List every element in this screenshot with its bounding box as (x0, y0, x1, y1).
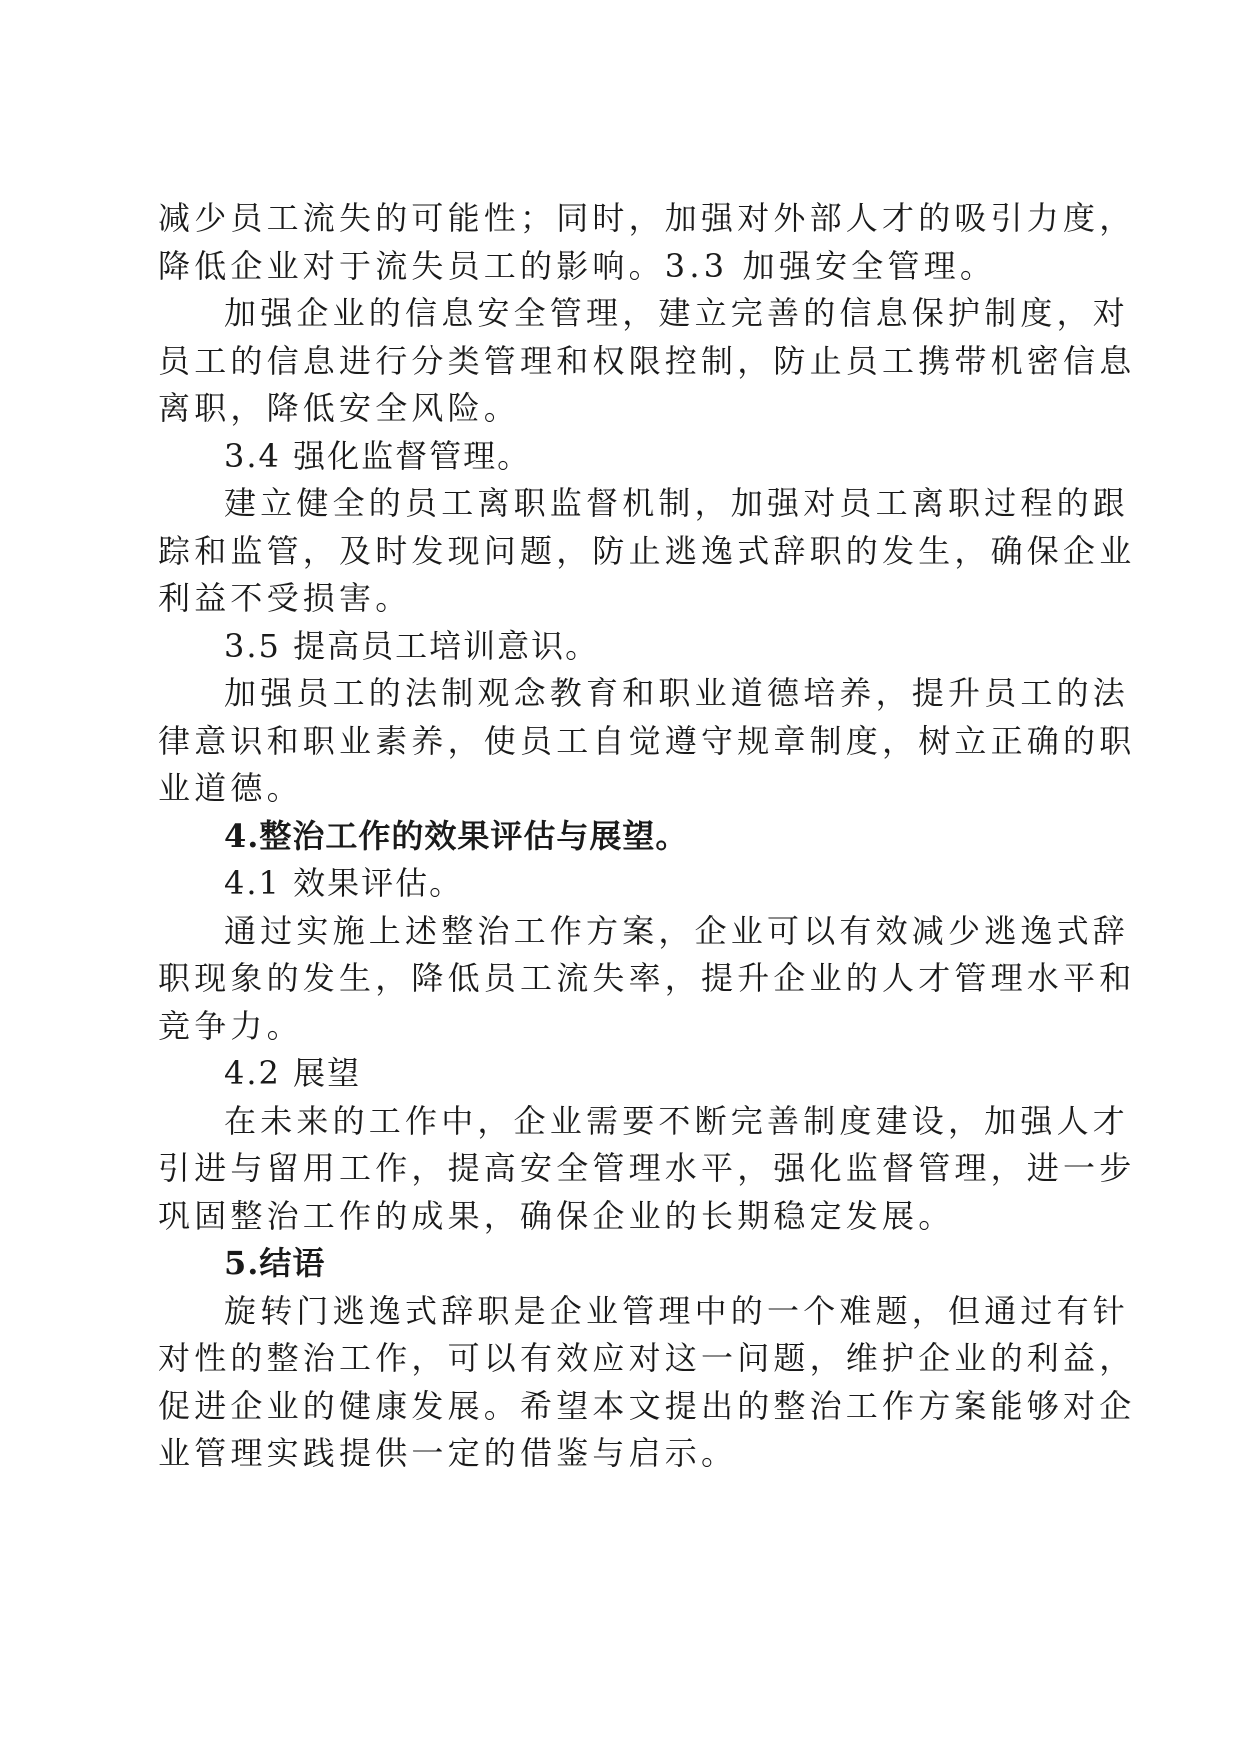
paragraph-line: 加强企业的信息安全管理，建立完善的信息保护制度，对 (224, 294, 1130, 332)
paragraph-line: 旋转门逃逸式辞职是企业管理中的一个难题，但通过有针 (224, 1291, 1130, 1330)
section-heading-4: 4.整治工作的效果评估与展望。 (224, 816, 689, 855)
paragraph-line: 利益不受损害。 (158, 579, 412, 617)
section-heading-4-1: 4.1 效果评估。 (224, 864, 464, 902)
paragraph-line: 员工的信息进行分类管理和权限控制，防止员工携带机密信息 (158, 341, 1136, 380)
paragraph-line: 在未来的工作中，企业需要不断完善制度建设，加强人才 (224, 1101, 1130, 1140)
paragraph-line: 业道德。 (158, 769, 303, 807)
paragraph-line: 引进与留用工作，提高安全管理水平，强化监督管理，进一步 (158, 1149, 1136, 1187)
paragraph-line: 加强员工的法制观念教育和职业道德培养，提升员工的法 (224, 674, 1130, 712)
paragraph-line: 对性的整治工作，可以有效应对这一问题，维护企业的利益， (158, 1339, 1136, 1377)
paragraph-line: 竞争力。 (158, 1006, 303, 1045)
paragraph-line: 律意识和职业素养，使员工自觉遵守规章制度，树立正确的职 (158, 721, 1136, 760)
section-heading-5: 5.结语 (224, 1244, 326, 1282)
paragraph-line: 踪和监管，及时发现问题，防止逃逸式辞职的发生，确保企业 (158, 531, 1136, 570)
paragraph-line: 通过实施上述整治工作方案，企业可以有效减少逃逸式辞 (224, 911, 1130, 950)
paragraph-line: 促进企业的健康发展。希望本文提出的整治工作方案能够对企 (158, 1386, 1136, 1425)
paragraph-line: 建立健全的员工离职监督机制，加强对员工离职过程的跟 (224, 484, 1130, 522)
paragraph-line: 降低企业对于流失员工的影响。3.3 加强安全管理。 (158, 246, 997, 285)
paragraph-line: 业管理实践提供一定的借鉴与启示。 (158, 1434, 738, 1472)
section-heading-3-4: 3.4 强化监督管理。 (224, 436, 532, 475)
paragraph-line: 离职，降低安全风险。 (158, 389, 521, 427)
paragraph-line: 职现象的发生，降低员工流失率，提升企业的人才管理水平和 (158, 959, 1136, 997)
paragraph-line: 巩固整治工作的成果，确保企业的长期稳定发展。 (158, 1196, 955, 1235)
paragraph-line: 减少员工流失的可能性；同时，加强对外部人才的吸引力度， (158, 199, 1136, 237)
section-heading-3-5: 3.5 提高员工培训意识。 (224, 626, 600, 665)
section-heading-4-2: 4.2 展望 (224, 1054, 362, 1092)
